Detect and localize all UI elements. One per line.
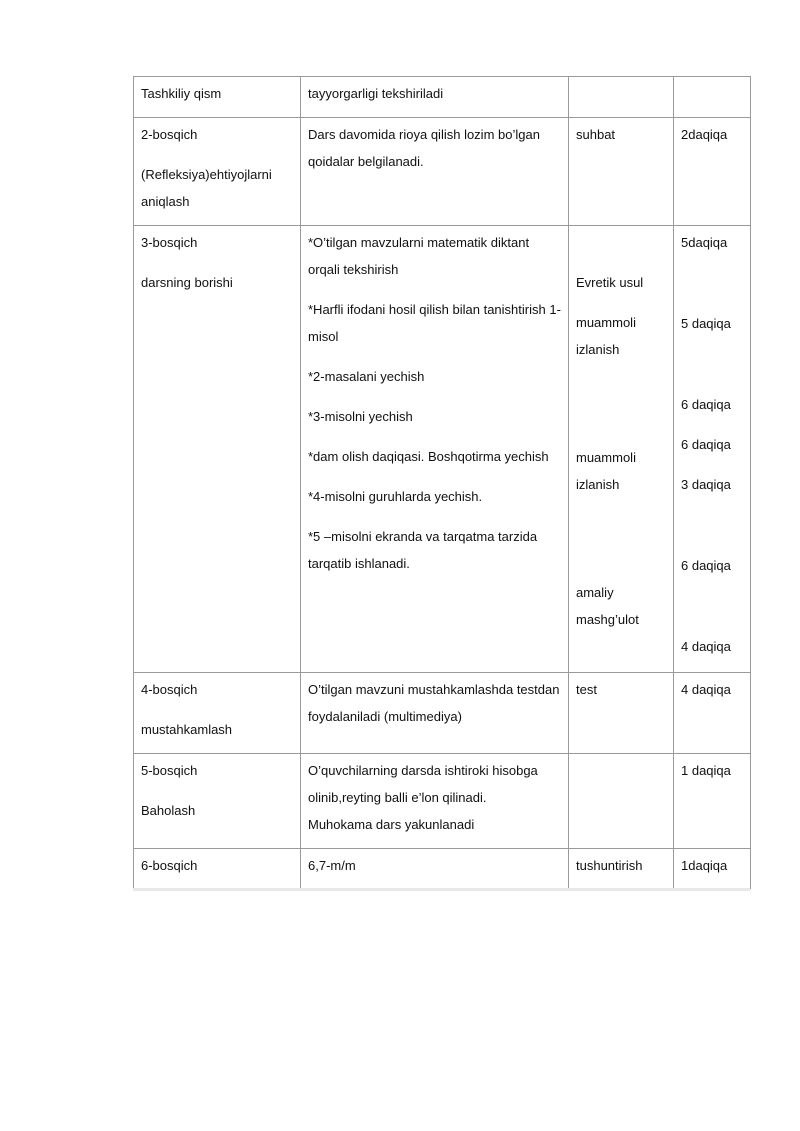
method-text: amaliy mashg’ulot (576, 585, 639, 627)
time-cell (674, 77, 751, 118)
stage-title: 2-bosqich (141, 127, 198, 142)
stage-subtitle: Baholash (141, 803, 196, 818)
method-cell (569, 77, 674, 118)
method-cell (569, 849, 674, 889)
content-cell (301, 118, 569, 226)
content-cell (301, 226, 569, 673)
time-text: 6 daqiqa (681, 558, 731, 573)
content-cell (301, 673, 569, 754)
time-cell (674, 226, 751, 673)
stage-title: 4-bosqich (141, 682, 198, 697)
content-text: Muhokama dars yakunlanadi (308, 817, 475, 832)
stage-subtitle: mustahkamlash (141, 722, 233, 737)
table-row (134, 118, 751, 226)
time-text: 5 daqiqa (681, 316, 731, 331)
method-cell (569, 673, 674, 754)
method-text: muammoli izlanish (576, 450, 636, 492)
content-item: *5 –misolni ekranda va tarqatma tarzida tarqatib ishlanadi. (308, 529, 538, 571)
method-text: Evretik usul (576, 275, 644, 290)
time-cell (674, 673, 751, 754)
table-row (134, 754, 751, 849)
method-cell (569, 118, 674, 226)
stage-title: 3-bosqich (141, 235, 198, 250)
stage-subtitle: darsning borishi (141, 275, 233, 290)
time-text: 6 daqiqa (681, 437, 731, 452)
content-text: 6,7-m/m (308, 858, 356, 873)
stage-title: Tashkiliy qism (141, 86, 222, 101)
time-text: 1daqiqa (681, 858, 728, 873)
time-text: 5daqiqa (681, 235, 728, 250)
content-text: tayyorgarligi tekshiriladi (308, 86, 444, 101)
content-item: *2-masalani yechish (308, 369, 425, 384)
time-text: 3 daqiqa (681, 477, 731, 492)
content-item: *4-misolni guruhlarda yechish. (308, 489, 483, 504)
stage-subtitle: (Refleksiya)ehtiyojlarni aniqlash (141, 167, 272, 209)
content-cell (301, 849, 569, 889)
time-text: 2daqiqa (681, 127, 728, 142)
method-text: test (576, 682, 597, 697)
stage-title: 5-bosqich (141, 763, 198, 778)
content-text: O’tilgan mavzuni mustahkamlashda testdan foydalaniladi (multimediya) (308, 682, 560, 724)
content-item: *3-misolni yechish (308, 409, 413, 424)
table-row (134, 849, 751, 889)
content-item: *Harfli ifodani hosil qilish bilan tanishtirish 1-misol (308, 302, 561, 344)
time-cell (674, 849, 751, 889)
method-cell (569, 754, 674, 849)
table-row (134, 226, 751, 673)
content-text: Dars davomida rioya qilish lozim bo’lgan qoidalar belgilanadi. (308, 127, 540, 169)
method-text: tushuntirish (576, 858, 643, 873)
stage-title: 6-bosqich (141, 858, 198, 873)
table-row (134, 77, 751, 118)
time-text: 1 daqiqa (681, 763, 731, 778)
content-cell (301, 754, 569, 849)
time-text: 4 daqiqa (681, 682, 731, 697)
content-cell (301, 77, 569, 118)
stage-cell (134, 118, 301, 226)
lesson-plan-table (133, 76, 751, 889)
stage-cell (134, 754, 301, 849)
content-item: *O’tilgan mavzularni matematik diktant orqali tekshirish (308, 235, 530, 277)
method-text: muammoli izlanish (576, 315, 636, 357)
time-cell (674, 118, 751, 226)
time-cell (674, 754, 751, 849)
table-bottom-shadow (133, 888, 750, 891)
content-item: *dam olish daqiqasi. Boshqotirma yechish (308, 449, 549, 464)
stage-cell (134, 673, 301, 754)
time-text: 4 daqiqa (681, 639, 731, 654)
content-text: O’quvchilarning darsda ishtiroki hisobga olinib,reyting balli e’lon qilinadi. (308, 763, 538, 805)
method-cell (569, 226, 674, 673)
table-row (134, 673, 751, 754)
stage-cell (134, 226, 301, 673)
time-text: 6 daqiqa (681, 397, 731, 412)
method-text: suhbat (576, 127, 616, 142)
stage-cell (134, 77, 301, 118)
stage-cell (134, 849, 301, 889)
